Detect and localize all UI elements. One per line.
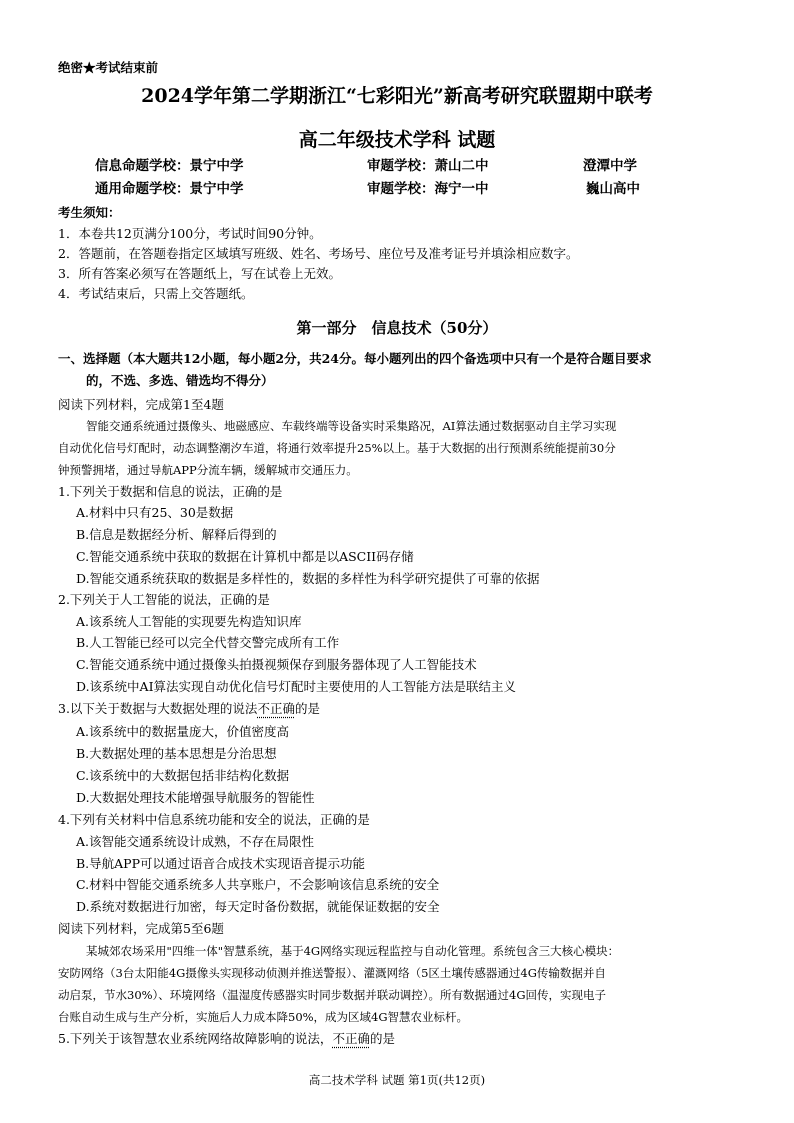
option-b: B.信息是数据经分析、解释后得到的	[76, 527, 277, 542]
material-line: 某城郊农场采用"四维一体"智慧系统，基于4G网络实现远程监控与自动化管理。系统包含三大核心模块：	[86, 944, 620, 958]
option-c: C.智能交通系统中通过摄像头拍摄视频保存到服务器体现了人工智能技术	[76, 657, 477, 672]
notice-item: 4．考试结束后，只需上交答题纸。	[58, 286, 254, 301]
question-1-stem: 1.下列关于数据和信息的说法，正确的是	[58, 484, 283, 499]
question-5-stem-post: 的是	[369, 1031, 395, 1046]
question-2-stem: 2.下列关于人工智能的说法，正确的是	[58, 592, 270, 607]
option-d: D.智能交通系统获取的数据是多样性的，数据的多样性为科学研究提供了可靠的依据	[76, 571, 540, 586]
review-school-4: 巍山高中	[586, 181, 640, 197]
emphasis-not-correct: 不正确	[257, 701, 295, 716]
reading-prompt: 阅读下列材料，完成第1至4题	[58, 397, 224, 412]
question-3-stem-post: 的是	[294, 701, 320, 716]
emphasis-not-correct: 不正确	[332, 1031, 370, 1046]
material-line: 自动优化信号灯配时，动态调整潮汐车道，将通行效率提升25%以上。基于大数据的出行预测系统能提前30分	[58, 441, 616, 455]
material-line: 安防网络（3台太阳能4G摄像头实现移动侦测并推送警报）、灌溉网络（5区土壤传感器通过4G传输数据并自	[58, 966, 606, 980]
section-instructions: 一、选择题（本大题共12小题，每小题2分，共24分。每小题列出的四个备选项中只有一个是符合题目要求	[58, 351, 652, 366]
option-a: A.该系统中的数据量庞大，价值密度高	[76, 724, 290, 739]
exam-subtitle: 高二年级技术学科 试题	[298, 129, 496, 151]
notice-item: 2．答题前，在答题卷指定区域填写班级、姓名、考场号、座位号及准考证号并填涂相应数字。	[58, 246, 579, 261]
option-b: B.导航APP可以通过语音合成技术实现语音提示功能	[76, 856, 366, 871]
option-d: D.该系统中AI算法实现自动优化信号灯配时主要使用的人工智能方法是联结主义	[76, 679, 517, 694]
option-a: A.该系统人工智能的实现要先构造知识库	[76, 614, 302, 629]
question-4-stem: 4.下列有关材料中信息系统功能和安全的说法，正确的是	[58, 812, 370, 827]
material-line: 台账自动生成与生产分析，实施后人力成本降50%，成为区域4G智慧农业标杆。	[58, 1010, 469, 1024]
option-c: C.智能交通系统中获取的数据在计算机中都是以ASCII码存储	[76, 549, 414, 564]
review-school-3: 审题学校：海宁一中	[367, 181, 489, 197]
question-5-stem-pre: 5.下列关于该智慧农业系统网络故障影响的说法，	[58, 1031, 333, 1046]
option-d: D.大数据处理技术能增强导航服务的智能性	[76, 790, 315, 805]
notice-item: 1．本卷共12页满分100分，考试时间90分钟。	[58, 226, 322, 241]
question-5-stem	[58, 1031, 395, 1047]
exam-title: 2024学年第二学期浙江“七彩阳光”新高考研究联盟期中联考	[141, 85, 653, 107]
section-instructions-cont: 的，不选、多选、错选均不得分）	[86, 373, 274, 388]
option-a: A.该智能交通系统设计成熟，不存在局限性	[76, 834, 315, 849]
info-school-1: 信息命题学校：景宁中学	[95, 158, 244, 174]
part-title: 第一部分 信息技术（50分）	[296, 319, 498, 337]
notice-heading: 考生须知：	[58, 205, 121, 220]
question-3-stem	[58, 701, 320, 717]
reading-prompt: 阅读下列材料，完成第5至6题	[58, 921, 224, 936]
confidential-mark: 绝密★考试结束前	[58, 60, 159, 75]
option-a: A.材料中只有25、30是数据	[76, 505, 234, 520]
option-b: B.人工智能已经可以完全代替交警完成所有工作	[76, 635, 340, 650]
review-school-2: 澄潭中学	[583, 158, 637, 174]
option-c: C.该系统中的大数据包括非结构化数据	[76, 768, 290, 783]
option-d: D.系统对数据进行加密，每天定时备份数据，就能保证数据的安全	[76, 899, 440, 914]
notice-item: 3．所有答案必须写在答题纸上，写在试卷上无效。	[58, 266, 341, 281]
option-b: B.大数据处理的基本思想是分治思想	[76, 746, 277, 761]
material-line: 钟预警拥堵，通过导航APP分流车辆，缓解城市交通压力。	[58, 463, 358, 477]
page-footer: 高二技术学科 试题 第1页(共12页)	[308, 1073, 486, 1087]
material-line: 动启泵，节水30%）、环境网络（温湿度传感器实时同步数据并联动调控）。所有数据通过4G回传，实现电子	[58, 988, 607, 1002]
question-3-stem-pre: 3.以下关于数据与大数据处理的说法	[58, 701, 258, 716]
option-c: C.材料中智能交通系统多人共享账户，不会影响该信息系统的安全	[76, 877, 440, 892]
review-school-1: 审题学校：萧山二中	[367, 158, 489, 174]
material-line: 智能交通系统通过摄像头、地磁感应、车载终端等设备实时采集路况，AI算法通过数据驱动自主学习实现	[86, 419, 617, 433]
general-school: 通用命题学校：景宁中学	[95, 181, 244, 197]
